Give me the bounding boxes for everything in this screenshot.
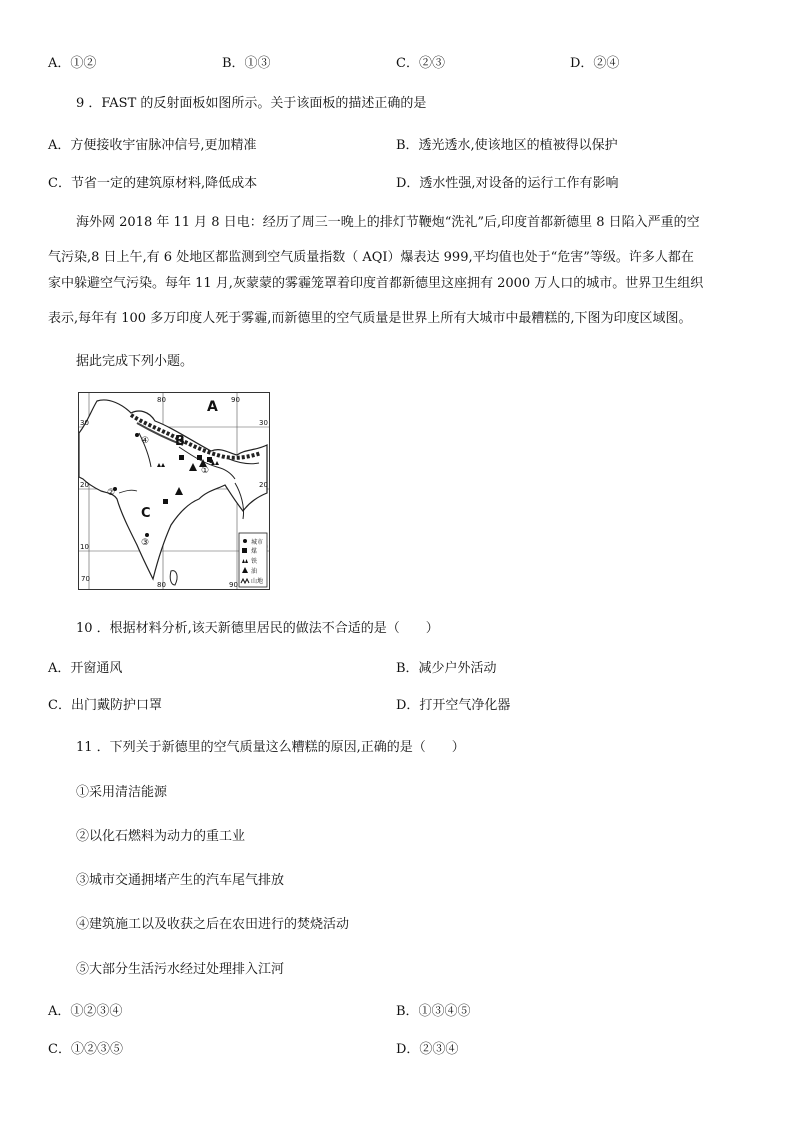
tick-lon-80-top: 80 [157, 396, 166, 404]
tick-lon-90: 90 [229, 581, 238, 589]
tick-lat-30: 30 [80, 419, 89, 427]
q8-option-d[interactable]: D．②④ [570, 56, 620, 71]
tick-lat-20: 20 [80, 481, 89, 489]
map-label-c: C [141, 506, 151, 521]
q9-option-d[interactable]: D．透水性强,对设备的运行工作有影响 [396, 176, 619, 191]
q11-item-3: ③城市交通拥堵产生的汽车尾气排放 [76, 873, 285, 888]
tick-lat-20-right: 20 [259, 481, 268, 489]
map-label-a: A [207, 399, 218, 415]
q10-option-b[interactable]: B．减少户外活动 [396, 661, 497, 676]
legend-mountain-label: 山地 [251, 578, 264, 585]
india-map-figure [79, 393, 269, 589]
q9-option-b[interactable]: B．透光透水,使该地区的植被得以保护 [396, 138, 618, 153]
tick-lon-90-top: 90 [231, 396, 240, 404]
map-label-n3: ③ [141, 538, 150, 548]
map-label-n1: ① [201, 466, 210, 476]
legend-oil-label: 油 [251, 568, 258, 575]
passage-line-3: 家中躲避空气污染。每年 11 月,灰蒙蒙的雾霾笼罩着印度首都新德里这座拥有 2000 万人口的城市。世界卫生组织 [48, 276, 704, 291]
q11-item-5: ⑤大部分生活污水经过处理排入江河 [76, 962, 285, 977]
q9-option-c[interactable]: C．节省一定的建筑原材料,降低成本 [48, 176, 258, 191]
q10-option-d[interactable]: D．打开空气净化器 [396, 698, 511, 713]
q8-option-a[interactable]: A．①② [48, 56, 97, 71]
tick-lat-10: 10 [80, 543, 89, 551]
map-label-n2: ② [107, 488, 116, 498]
tick-lat-30-right: 30 [259, 419, 268, 427]
q11-option-c[interactable]: C．①②③⑤ [48, 1042, 123, 1057]
q10-option-c[interactable]: C．出门戴防护口罩 [48, 698, 162, 713]
passage-line-2: 气污染,8 日上午,有 6 处地区都监测到空气质量指数（ AQI）爆表达 999,平均值也处于“危害”等级。许多人都在 [48, 250, 694, 265]
q10-option-a[interactable]: A．开窗通风 [48, 661, 123, 676]
q9-option-a[interactable]: A．方便接收宇宙脉冲信号,更加精准 [48, 138, 257, 153]
india-region-map [78, 392, 270, 590]
q11-option-a[interactable]: A．①②③④ [48, 1004, 123, 1019]
q11-item-2: ②以化石燃料为动力的重工业 [76, 829, 246, 844]
q10-stem: 10 ．根据材料分析,该天新德里居民的做法不合适的是（ ） [76, 621, 439, 636]
passage-line-4: 表示,每年有 100 多万印度人死于雾霾,而新德里的空气质量是世界上所有大城市中最糟糕的,下图为印度区域图。 [48, 311, 692, 326]
passage-line-1: 海外网 2018 年 11 月 8 日电：经历了周三一晚上的排灯节鞭炮“洗礼”后,印度首都新德里 8 日陷入严重的空 [76, 215, 700, 230]
q11-option-b[interactable]: B．①③④⑤ [396, 1004, 471, 1019]
q11-item-1: ①采用清洁能源 [76, 785, 168, 800]
q11-item-4: ④建筑施工以及收获之后在农田进行的焚烧活动 [76, 917, 350, 932]
q11-stem: 11 ．下列关于新德里的空气质量这么糟糕的原因,正确的是（ ） [76, 740, 465, 755]
q8-option-b[interactable]: B．①③ [222, 56, 271, 71]
passage-instruction: 据此完成下列小题。 [76, 354, 194, 369]
legend-city-label: 城市 [251, 539, 264, 546]
q8-option-c[interactable]: C．②③ [396, 56, 445, 71]
tick-lon-70: 70 [81, 575, 90, 583]
legend-coal-label: 煤 [251, 548, 258, 555]
map-label-n4: ④ [141, 436, 150, 446]
tick-lon-80: 80 [157, 581, 166, 589]
legend-iron-label: 铁 [251, 558, 258, 565]
q11-option-d[interactable]: D．②③④ [396, 1042, 459, 1057]
map-label-b: B [175, 434, 185, 449]
map-legend [239, 533, 267, 587]
q9-stem: 9 ．FAST 的反射面板如图所示。关于该面板的描述正确的是 [76, 96, 427, 111]
